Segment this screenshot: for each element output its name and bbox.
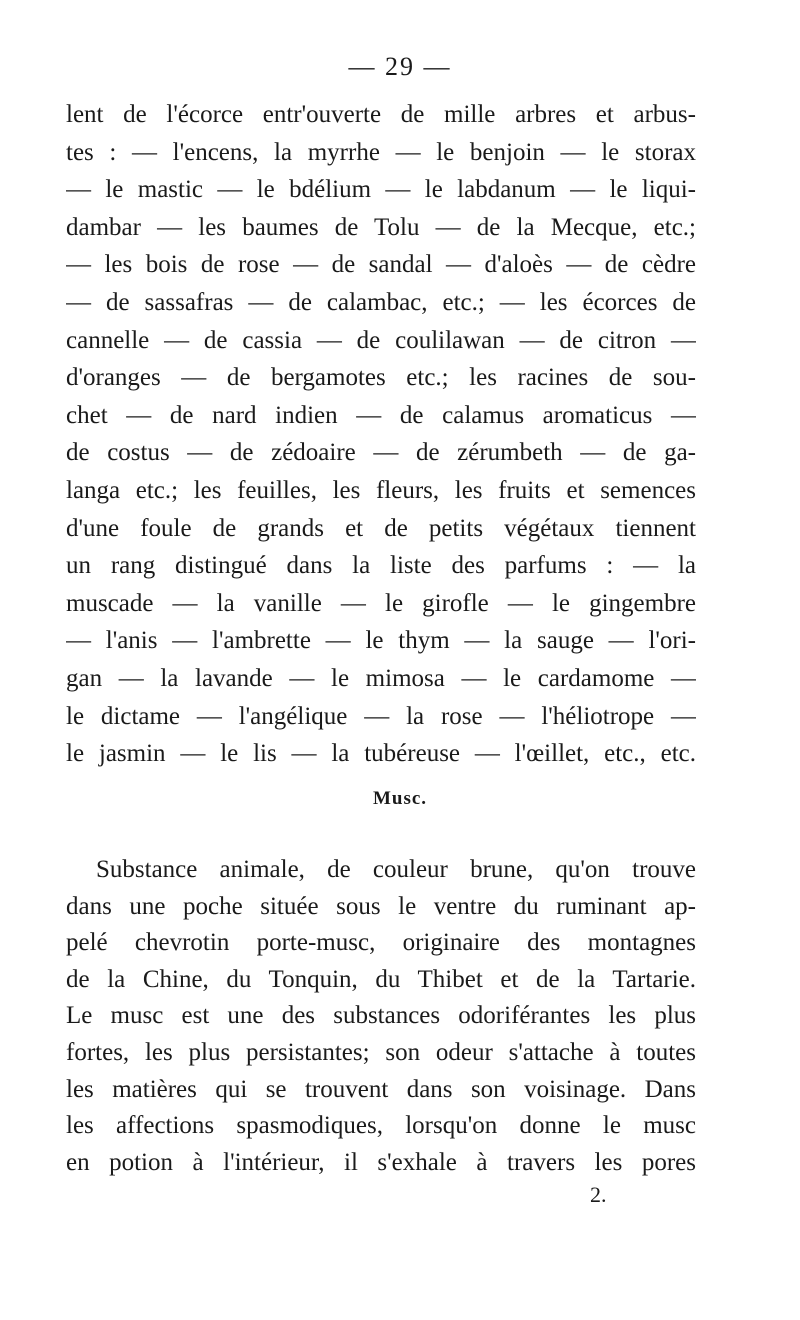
text-line: — les bois de rose — de sandal — d'aloès — de cèdre	[66, 251, 696, 279]
paragraph-musc	[66, 852, 696, 1181]
text-line: dambar — les baumes de Tolu — de la Mecque, etc.;	[66, 213, 696, 241]
text-line: muscade — la vanille — le girofle — le gingembre	[66, 589, 696, 617]
text-line: Substance animale, de couleur brune, qu'on trouve	[96, 856, 696, 883]
text-line: — de sassafras — de calambac, etc.; — les écorces de	[66, 288, 696, 316]
text-line: langa etc.; les feuilles, les fleurs, les fruits et semences	[66, 476, 696, 504]
text-line: tes : — l'encens, la myrrhe — le benjoin — le storax	[66, 138, 696, 166]
text-line: gan — la lavande — le mimosa — le cardamome —	[66, 664, 696, 692]
text-line: d'une foule de grands et de petits végétaux tiennent	[66, 514, 696, 542]
signature-mark: 2.	[590, 1182, 607, 1207]
text-line: Le musc est une des substances odoriférantes les plus	[66, 1002, 696, 1030]
text-line: les affections spasmodiques, lorsqu'on donne le musc	[66, 1112, 696, 1140]
text-line: le jasmin — le lis — la tubéreuse — l'œillet, etc., etc.	[66, 740, 696, 768]
text-line: d'oranges — de bergamotes etc.; les racines de sou-	[66, 364, 696, 392]
text-line: de costus — de zédoaire — de zérumbeth — de ga-	[66, 439, 696, 467]
text-line: pelé chevrotin porte-musc, originaire des montagnes	[66, 929, 696, 957]
text-line: en potion à l'intérieur, il s'exhale à travers les pores	[66, 1148, 696, 1176]
paragraph-perfume-list	[66, 96, 696, 773]
section-heading: Musc.	[372, 788, 428, 809]
text-line: chet — de nard indien — de calamus aromaticus —	[66, 401, 696, 429]
text-line: le dictame — l'angélique — la rose — l'héliotrope —	[66, 702, 696, 730]
page-number: — 29 —	[348, 52, 452, 81]
text-line: — le mastic — le bdélium — le labdanum — le liqui-	[66, 176, 696, 204]
text-line: cannelle — de cassia — de coulilawan — de citron —	[66, 326, 696, 354]
text-line: les matières qui se trouvent dans son voisinage. Dans	[66, 1075, 696, 1103]
text-line: un rang distingué dans la liste des parfums : — la	[66, 552, 696, 580]
text-line: lent de l'écorce entr'ouverte de mille arbres et arbus-	[66, 101, 696, 128]
text-line: de la Chine, du Tonquin, du Thibet et de la Tartarie.	[66, 965, 696, 993]
text-line: dans une poche située sous le ventre du ruminant ap-	[66, 892, 696, 920]
text-line: fortes, les plus persistantes; son odeur s'attache à toutes	[66, 1038, 696, 1066]
text-line: — l'anis — l'ambrette — le thym — la sauge — l'ori-	[66, 627, 696, 655]
